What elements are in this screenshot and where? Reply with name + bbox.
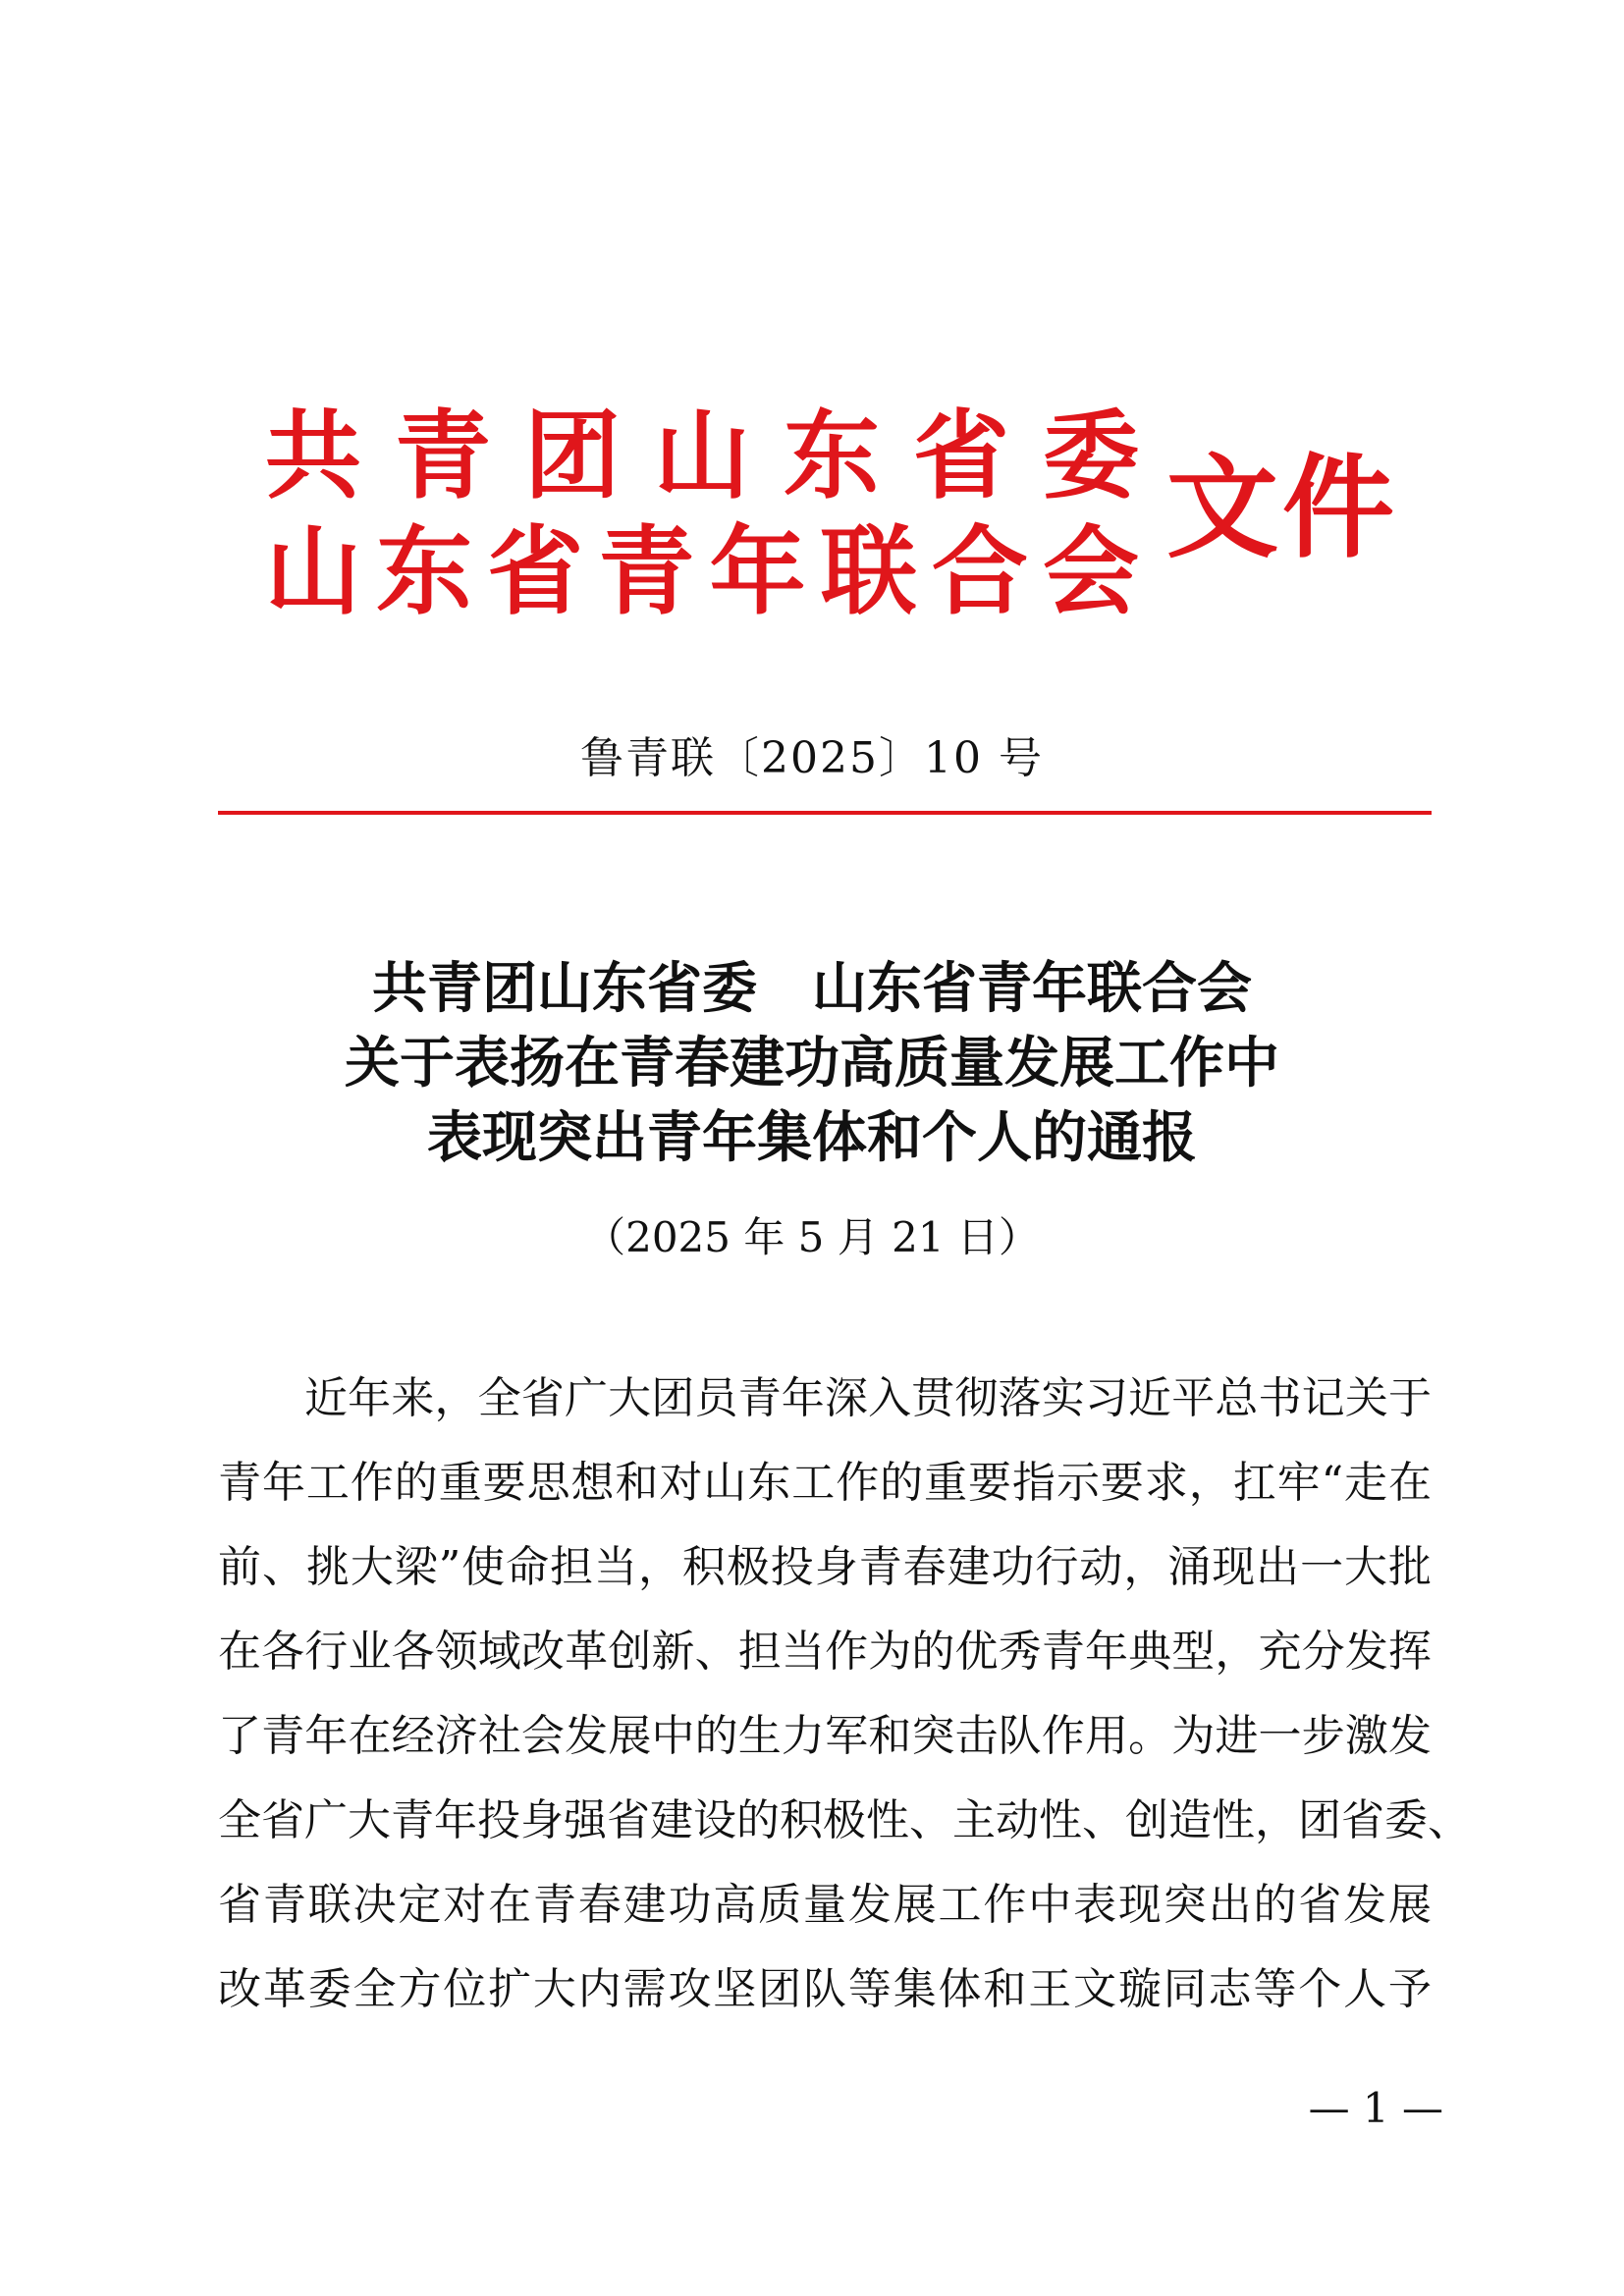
- title-line: 表现突出青年集体和个人的通报: [427, 1106, 1197, 1170]
- body-line: 前、挑大梁”使命担当，积极投身青春建功行动，涌现出一大批: [218, 1542, 1432, 1592]
- document-number: 鲁青联〔2025〕10 号: [580, 733, 1044, 783]
- body-line: 了青年在经济社会发展中的生力军和突击队作用。为进一步激发: [218, 1711, 1432, 1761]
- issuer-char: 委: [1043, 400, 1140, 512]
- issuer-char: 东: [376, 515, 473, 628]
- issuer-char: 共: [265, 400, 362, 512]
- body-line: 近年来，全省广大团员青年深入贯彻落实习近平总书记关于: [304, 1373, 1432, 1423]
- body-line: 青年工作的重要思想和对山东工作的重要指示要求，扛牢“走在: [218, 1458, 1432, 1508]
- document-header: [265, 393, 1404, 628]
- body-line: 全省广大青年投身强省建设的积极性、主动性、创造性，团省委、: [218, 1795, 1471, 1845]
- issuer-char: 山: [654, 400, 751, 512]
- body-paragraph: [218, 1357, 1471, 2032]
- issuer-char: 会: [1042, 515, 1139, 628]
- issuer-char: 省: [487, 515, 584, 628]
- issuer-char: 省: [913, 400, 1010, 512]
- red-separator-rule: [218, 811, 1432, 815]
- page-number: — 1 —: [1308, 2084, 1443, 2132]
- issuer-char: 年: [709, 515, 806, 628]
- issuer-name-communist-youth-league: [265, 402, 1139, 510]
- title-issuer-2: 山东省青年联合会: [812, 957, 1252, 1021]
- issuer-char: 东: [784, 400, 881, 512]
- issuer-char: 团: [524, 400, 622, 512]
- title-line: [0, 952, 1624, 1027]
- issuer-char: 合: [931, 515, 1028, 628]
- title-issuer-1: 共青团山东省委: [372, 957, 757, 1021]
- issuer-char: 青: [598, 515, 695, 628]
- issuer-name-youth-federation: [265, 515, 1139, 628]
- document-date: （2025 年 5 月 21 日）: [584, 1213, 1040, 1261]
- issuer-char: 青: [395, 400, 492, 512]
- body-line: 省青联决定对在青春建功高质量发展工作中表现突出的省发展: [218, 1880, 1432, 1930]
- document-title: [0, 952, 1624, 1176]
- body-line: 改革委全方位扩大内需攻坚团队等集体和王文璇同志等个人予: [218, 1964, 1432, 2014]
- body-line: 在各行业各领域改革创新、担当作为的优秀青年典型，充分发挥: [218, 1627, 1432, 1677]
- issuer-char: 山: [265, 515, 362, 628]
- document-type-label: 文件: [1166, 442, 1399, 573]
- issuer-char: 联: [820, 515, 917, 628]
- title-line: 关于表扬在青春建功高质量发展工作中: [345, 1032, 1279, 1095]
